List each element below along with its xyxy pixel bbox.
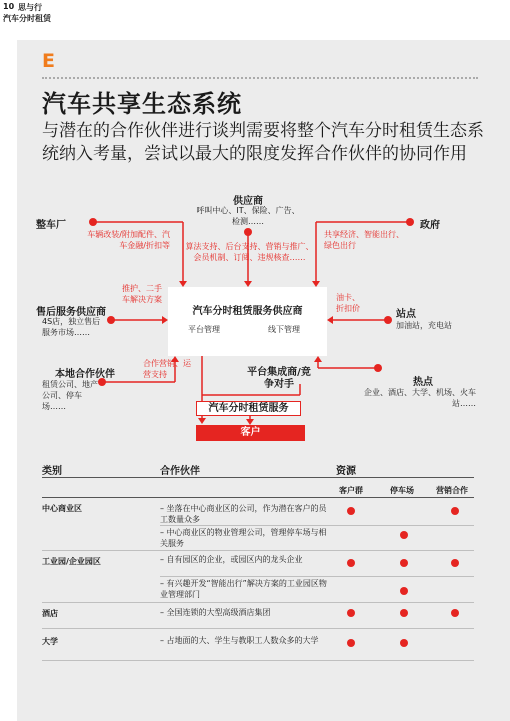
table-row-rule <box>42 660 474 661</box>
service-bar: 汽车分时租赁服务 <box>196 401 301 416</box>
table-row-rule <box>42 550 474 551</box>
center-provider-title: 汽车分时租赁服务供应商 <box>192 306 303 317</box>
local-partner-contribution: 合作营销、运营支持 <box>143 359 191 379</box>
platform-integrator-label: 平台集成商/竞争对手 <box>247 367 311 390</box>
table-row-partner: – 自有园区的企业，或园区内的龙头企业 <box>160 555 303 564</box>
offline-management-label: 线下管理 <box>268 325 300 334</box>
table-header-resources: 资源 <box>336 466 356 477</box>
table-row-partner: – 占地面的大、学生与教职工人数众多的大学 <box>160 636 319 645</box>
resource-dot <box>451 609 459 617</box>
table-header-rule <box>42 477 474 478</box>
table-row-category: 酒店 <box>42 609 58 618</box>
station-contribution: 油卡、折扣价 <box>336 293 360 313</box>
platform-management-label: 平台管理 <box>188 325 220 334</box>
table-inner-rule <box>160 576 474 577</box>
hotspot-title: 热点 <box>413 377 433 388</box>
local-partner-desc: 租赁公司、地产公司、停车场…… <box>42 380 98 411</box>
resource-dot <box>400 609 408 617</box>
table-row-partner: – 坐落在中心商业区的公司，作为潜在客户的员工数量众多 <box>160 504 327 524</box>
table-row-category: 中心商业区 <box>42 504 82 513</box>
table-header-partners: 合作伙伴 <box>160 466 200 477</box>
page-number: 10 <box>3 2 15 11</box>
table-row-category: 工业园/企业园区 <box>42 557 101 566</box>
aftersales-title: 售后服务供应商 <box>36 307 106 318</box>
table-col-marketing: 营销合作 <box>436 486 468 495</box>
government-title: 政府 <box>420 220 440 231</box>
resource-dot <box>400 559 408 567</box>
automaker-contribution: 车辆改装/附加配件、汽车金融/折扣等 <box>87 230 170 250</box>
running-header-subsection: 汽车分时租赁 <box>3 14 51 23</box>
supplier-contribution: 算法支持、后台支持、营销与推广、会员机制、订阅、违规核查…… <box>185 242 314 262</box>
table-col-parking: 停车场 <box>390 486 414 495</box>
automaker-title: 整车厂 <box>36 220 66 231</box>
government-contribution: 共享经济、智能出行、绿色出行 <box>324 230 404 250</box>
table-col-customer-group: 客户群 <box>339 486 363 495</box>
resource-dot <box>451 559 459 567</box>
hotspot-desc: 企业、酒店、大学、机场、火车站…… <box>364 388 476 408</box>
table-row-rule <box>42 602 474 603</box>
resource-dot <box>347 559 355 567</box>
aftersales-contribution: 推护、二手车解决方案 <box>122 284 162 304</box>
resource-dot <box>400 531 408 539</box>
customer-bar: 客户 <box>196 425 305 441</box>
station-desc: 加油站，充电站 <box>396 321 452 330</box>
section-letter: E <box>42 50 55 72</box>
table-row-rule <box>42 628 474 629</box>
page-title: 汽车共享生态系统 <box>42 90 242 118</box>
local-partner-title: 本地合作伙伴 <box>55 369 115 380</box>
supplier-desc: 呼叫中心、IT、保险、广告、检测…… <box>196 206 300 226</box>
table-row-partner: – 全国连锁的大型高级酒店集团 <box>160 608 271 617</box>
table-row-partner: – 中心商业区的物业管理公司，管理停车场与相关服务 <box>160 528 327 548</box>
resource-dot <box>347 507 355 515</box>
resource-dot <box>347 609 355 617</box>
resource-dot <box>347 639 355 647</box>
lead-paragraph: 与潜在的合作伙伴进行谈判需要将整个汽车分时租赁生态系统纳入考量，尝试以最大的限度发挥合作伙伴的协同作用 <box>42 121 484 164</box>
table-inner-rule <box>160 525 474 526</box>
resource-dot <box>451 507 459 515</box>
table-subheader-rule <box>42 497 474 498</box>
resource-dot <box>400 587 408 595</box>
station-title: 站点 <box>396 309 416 320</box>
center-provider-box <box>168 287 327 356</box>
aftersales-desc: 4S店，独立售后服务市场…… <box>42 317 101 337</box>
resource-dot <box>400 639 408 647</box>
table-header-category: 类别 <box>42 466 62 477</box>
table-row-partner: – 有兴趣开发“智能出行”解决方案的工业园区物业管理部门 <box>160 579 327 599</box>
supplier-title: 供应商 <box>233 196 263 207</box>
running-header-section: 思与行 <box>18 3 42 12</box>
table-row-category: 大学 <box>42 637 58 646</box>
